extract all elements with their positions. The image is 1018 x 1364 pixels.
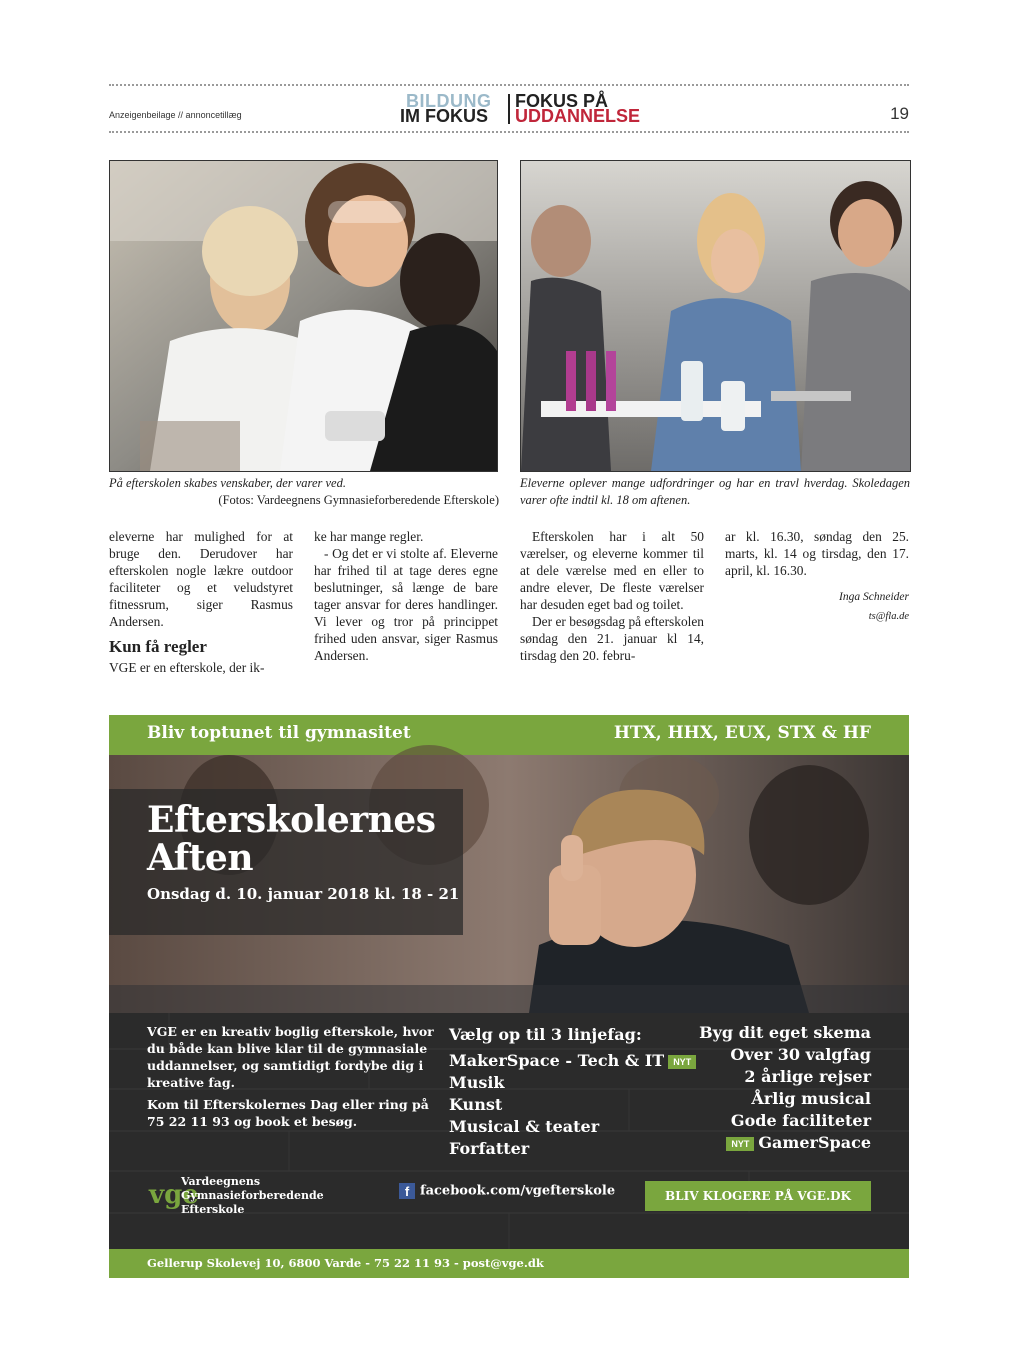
- ad-date: Onsdag d. 10. januar 2018 kl. 18 - 21: [147, 885, 460, 903]
- cta-button[interactable]: BLIV KLOGERE PÅ VGE.DK: [645, 1181, 871, 1211]
- line-musik: Musik: [449, 1073, 505, 1092]
- ad-title-line1: Efterskolernes: [147, 799, 436, 841]
- nyt-badge-gamerspace: NYT: [726, 1137, 754, 1151]
- col2-paragraph1: ke har mange regler.: [314, 529, 424, 544]
- feature-faciliteter: Gode faciliteter: [730, 1111, 871, 1130]
- feature-musical: Årlig musical: [751, 1089, 871, 1108]
- ad-description-1: VGE er en kreativ boglig efterskole, hvor du både kan blive klar til de gymnasiale uddannelser, og samtidigt fordybe dig i kreative fag.: [147, 1024, 434, 1090]
- school-name-line1: Vardeegnens: [181, 1175, 261, 1188]
- col3-paragraph2: Der er besøgsdag på efterskolen søndag den 21. januar kl 14, tirsdag den 20. febru-: [520, 614, 704, 663]
- ad-top-bar: [109, 715, 909, 755]
- vge-logo-text: vge: [149, 1180, 199, 1210]
- col1-paragraph1: eleverne har mulighed for at bruge den. Derudover har efterskolen nogle lækre outdoor faciliteter og et veludstyret fitnessrum, siger Rasmus Andersen.: [109, 529, 293, 629]
- logo-divider: [508, 94, 510, 124]
- feature-gamerspace-label: GamerSpace: [758, 1133, 871, 1152]
- left-caption-text: På efterskolen skabes venskaber, der varer ved.: [109, 476, 346, 490]
- author: Inga Schneider: [839, 591, 909, 603]
- feature-skema: Byg dit eget skema: [699, 1023, 871, 1042]
- logo-line1: BILDUNG: [406, 91, 492, 111]
- col3-paragraph1: Efterskolen har i alt 50 værelser, og eleverne kommer til at dele værelse med en eller to andre elever, De fleste værelser har desuden eget bad og toilet.: [520, 529, 704, 612]
- ad-title: [147, 801, 436, 877]
- logo-line3: FOKUS PÅ: [515, 91, 609, 111]
- header-rule: [109, 131, 909, 133]
- line-makerspace: [449, 1051, 700, 1070]
- right-photo-caption: Eleverne oplever mange udfordringer og har en travl hverdag. Skoledagen varer ofte indtil kl. 18 om aftenen.: [520, 476, 910, 507]
- line-musical: Musical & teater: [449, 1117, 600, 1136]
- bildung-logo: [400, 92, 664, 126]
- page-number: 19: [890, 104, 909, 123]
- vge-logo-icon: [147, 1173, 199, 1227]
- top-rule: [109, 84, 909, 86]
- col2-paragraph2: - Og det er vi stolte af. Eleverne har frihed til at tage deres egne beslutninger, så længe de bare tager ansvar for deres handlinger. Vi lever og tror på princippet frihed uden ansvar, siger Rasmus Andersen.: [314, 546, 498, 663]
- school-name-line3: Efterskole: [181, 1203, 245, 1216]
- photo-credit: (Fotos: Vardeegnens Gymnasieforberedende Efterskole): [218, 493, 499, 507]
- photo-students-lab: [109, 160, 498, 472]
- line-kunst: Kunst: [449, 1095, 503, 1114]
- feature-rejser: 2 årlige rejser: [744, 1067, 871, 1086]
- facebook-icon: f: [399, 1183, 415, 1199]
- ad-tagline: Bliv toptunet til gymnasitet: [147, 723, 411, 743]
- ad-contact: Gellerup Skolevej 10, 6800 Varde - 75 22 11 93 - post@vge.dk: [147, 1256, 544, 1270]
- line-makerspace-label: MakerSpace - Tech & IT: [449, 1051, 665, 1070]
- logo-line2: IM FOKUS: [400, 106, 488, 126]
- ad-programs: HTX, HHX, EUX, STX & HF: [613, 723, 871, 743]
- article-column-1: [109, 528, 293, 676]
- school-name: [181, 1175, 324, 1217]
- article-column-2: [314, 528, 498, 664]
- ad-description: [147, 1023, 437, 1135]
- facebook-link[interactable]: [399, 1183, 615, 1199]
- feature-valgfag: Over 30 valgfag: [730, 1045, 871, 1064]
- ad-footer-bar: [109, 1249, 909, 1278]
- vge-advertisement: [109, 715, 909, 1278]
- article-column-3: [520, 528, 704, 664]
- school-name-line2: Gymnasieforberedende: [181, 1189, 324, 1202]
- feature-gamerspace: [722, 1133, 871, 1152]
- logo-line4: UDDANNELSE: [515, 106, 641, 126]
- article-column-4: [725, 528, 909, 625]
- nyt-badge-makerspace: NYT: [668, 1055, 696, 1069]
- line-forfatter: Forfatter: [449, 1139, 530, 1158]
- ad-title-line2: Aften: [147, 837, 253, 879]
- supplement-label: Anzeigenbeilage // annoncetillæg: [109, 110, 242, 120]
- ad-description-2: Kom til Efterskolernes Dag eller ring på 75 22 11 93 og book et besøg.: [147, 1097, 429, 1129]
- author-email: ts@fla.de: [868, 611, 909, 622]
- ad-title-box: [109, 789, 463, 935]
- left-photo-caption: [109, 475, 499, 509]
- subhead: Kun få regler: [109, 637, 207, 656]
- lines-heading: Vælg op til 3 linjefag:: [449, 1025, 642, 1044]
- col4-paragraph1: ar kl. 16.30, søndag den 25. marts, kl. 14 og tirsdag, den 17. april, kl. 16.30.: [725, 529, 909, 578]
- col1-paragraph2: VGE er en efterskole, der ik-: [109, 660, 265, 675]
- facebook-url: facebook.com/vgefterskole: [420, 1183, 616, 1199]
- ad-wood-panel: [109, 1013, 909, 1249]
- photo-lab-testtubes: [520, 160, 911, 472]
